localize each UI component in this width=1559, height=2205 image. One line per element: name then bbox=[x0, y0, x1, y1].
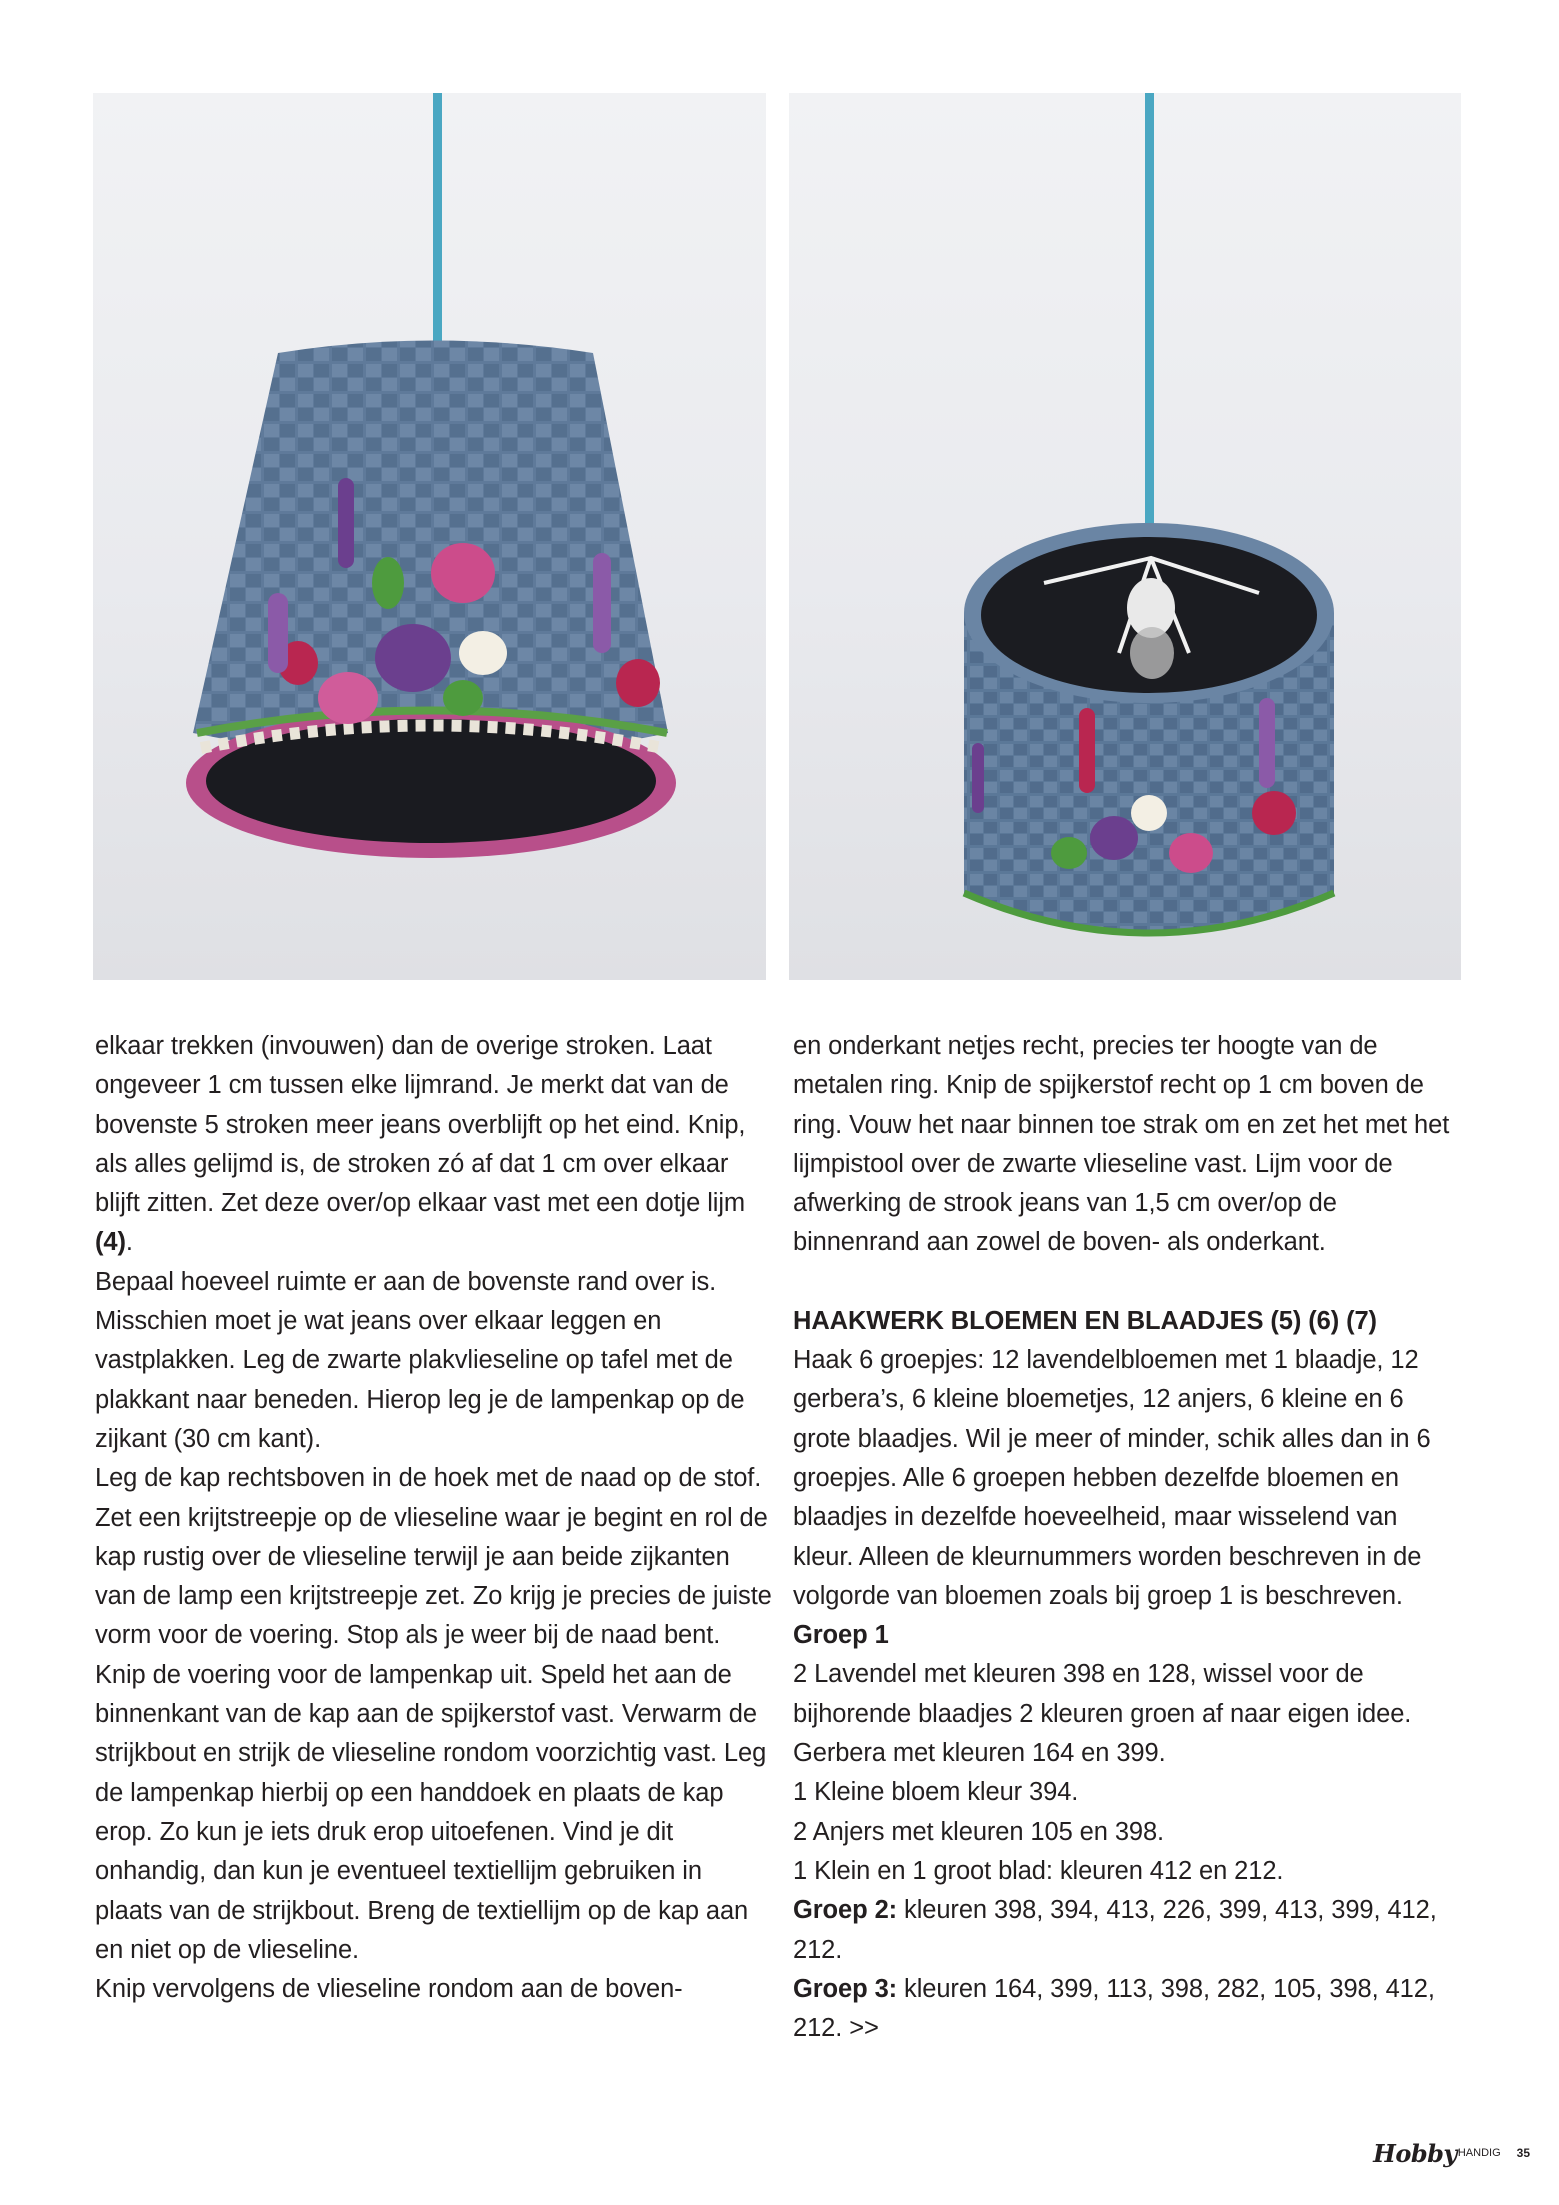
paragraph: Bepaal hoeveel ruimte er aan de bovenste rand over is. Misschien moet je wat jeans over elkaar leggen en vastplakken. Leg de zwarte plakvlieseline op tafel met de plakkant naar beneden. Hierop leg je de lampenkap op de zijkant (30 cm kant). bbox=[95, 1267, 745, 1453]
section-heading: HAAKWERK BLOEMEN EN BLAADJES (5) (6) (7) bbox=[793, 1306, 1377, 1335]
group-title: Groep 1 bbox=[793, 1621, 889, 1650]
paragraph: Knip vervolgens de vlieseline rondom aan de boven- bbox=[95, 1975, 683, 2004]
group-2 bbox=[793, 1891, 1463, 1970]
paragraph: Leg de kap rechtsboven in de hoek met de naad op de stof. Zet een krijtstreepje op de vlieseline waar je begint en rol de kap rustig over de vlieseline terwijl je aan beide zijkanten van de lamp een krijtstreepje zet. Zo krijg je precies de juiste vorm voor de voering. Stop als je weer bij de naad bent. bbox=[95, 1464, 772, 1650]
left-text-column bbox=[95, 1027, 775, 2009]
paragraph bbox=[95, 1027, 775, 1263]
paragraph: Knip de voering voor de lampenkap uit. Speld het aan de binnenkant van de kap aan de spijkerstof vast. Verwarm de strijkbout en strijk de vlieseline rondom voorzichtig vast. Leg de lampenkap hierbij op een handdoek en plaats de kap erop. Zo kun je iets druk erop uitoefenen. Vind je dit onhandig, dan kun je eventueel textiellijm gebruiken in plaats van de strijkbout. Breng de textiellijm op de kap aan en niet op de vlieseline. bbox=[95, 1660, 767, 1964]
magazine-logo-hobby: Hobby bbox=[1373, 2138, 1457, 2168]
lampshade-illustration-above bbox=[789, 93, 1461, 980]
group-colors: kleuren 164, 399, 113, 398, 282, 105, 398, 412, 212. >> bbox=[793, 1974, 1435, 2043]
group-1-line: 2 Lavendel met kleuren 398 en 128, wissel voor de bijhorende blaadjes 2 kleuren groen af naar eigen idee. bbox=[793, 1660, 1412, 1728]
lampshade-photo-above bbox=[789, 93, 1461, 980]
figure-ref: (4) bbox=[95, 1228, 126, 1257]
group-colors: kleuren 398, 394, 413, 226, 399, 413, 399, 412, 212. bbox=[793, 1896, 1437, 1964]
text: elkaar trekken (invouwen) dan de overige stroken. Laat ongeveer 1 cm tussen elke lijmrand. Je merkt dat van de bovenste 5 stroken meer jeans overblijft op het eind. Knip, als alles gelijmd is, de stroken zó af dat 1 cm over elkaar blijft zitten. Zet deze over/op elkaar vast met een dotje lijm bbox=[95, 1032, 746, 1218]
group-1-title bbox=[793, 1616, 1463, 1655]
magazine-logo-handig: HANDIG bbox=[1457, 2147, 1501, 2159]
group-3 bbox=[793, 1970, 1463, 2049]
right-text-column bbox=[793, 1027, 1463, 2048]
page-footer bbox=[1370, 2135, 1530, 2171]
lampshade-photo-below bbox=[93, 93, 766, 980]
group-title: Groep 3: bbox=[793, 1974, 898, 2003]
paragraph: en onderkant netjes recht, precies ter hoogte van de metalen ring. Knip de spijkerstof recht op 1 cm boven de ring. Vouw het naar binnen toe strak om en zet het met het lijmpistool over de zwarte vlieseline vast. Lijm voor de afwerking de strook jeans van 1,5 cm over/op de binnenrand aan zowel de boven- als onderkant. bbox=[793, 1032, 1450, 1257]
group-1-line: Gerbera met kleuren 164 en 399. bbox=[793, 1739, 1166, 1768]
page-number: 35 bbox=[1516, 2146, 1530, 2160]
group-title: Groep 2: bbox=[793, 1896, 898, 1925]
text: . bbox=[125, 1228, 133, 1257]
group-1-line: 2 Anjers met kleuren 105 en 398. bbox=[793, 1817, 1165, 1846]
paragraph: Haak 6 groepjes: 12 lavendelbloemen met 1 blaadje, 12 gerbera’s, 6 kleine bloemetjes, 12 anjers, 6 kleine en 6 grote blaadjes. Wil je meer of minder, schik alles dan in 6 groepjes. Alle 6 groepen hebben dezelfde bloemen en blaadjes in dezelfde hoeveelheid, maar wisselend van kleur. Alleen de kleurnummers worden beschreven in de volgorde van bloemen zoals bij groep 1 is beschreven. bbox=[793, 1346, 1431, 1610]
group-1-line: 1 Klein en 1 groot blad: kleuren 412 en 212. bbox=[793, 1856, 1284, 1885]
lampshade-illustration-below bbox=[93, 93, 766, 980]
group-1-line: 1 Kleine bloem kleur 394. bbox=[793, 1778, 1079, 1807]
